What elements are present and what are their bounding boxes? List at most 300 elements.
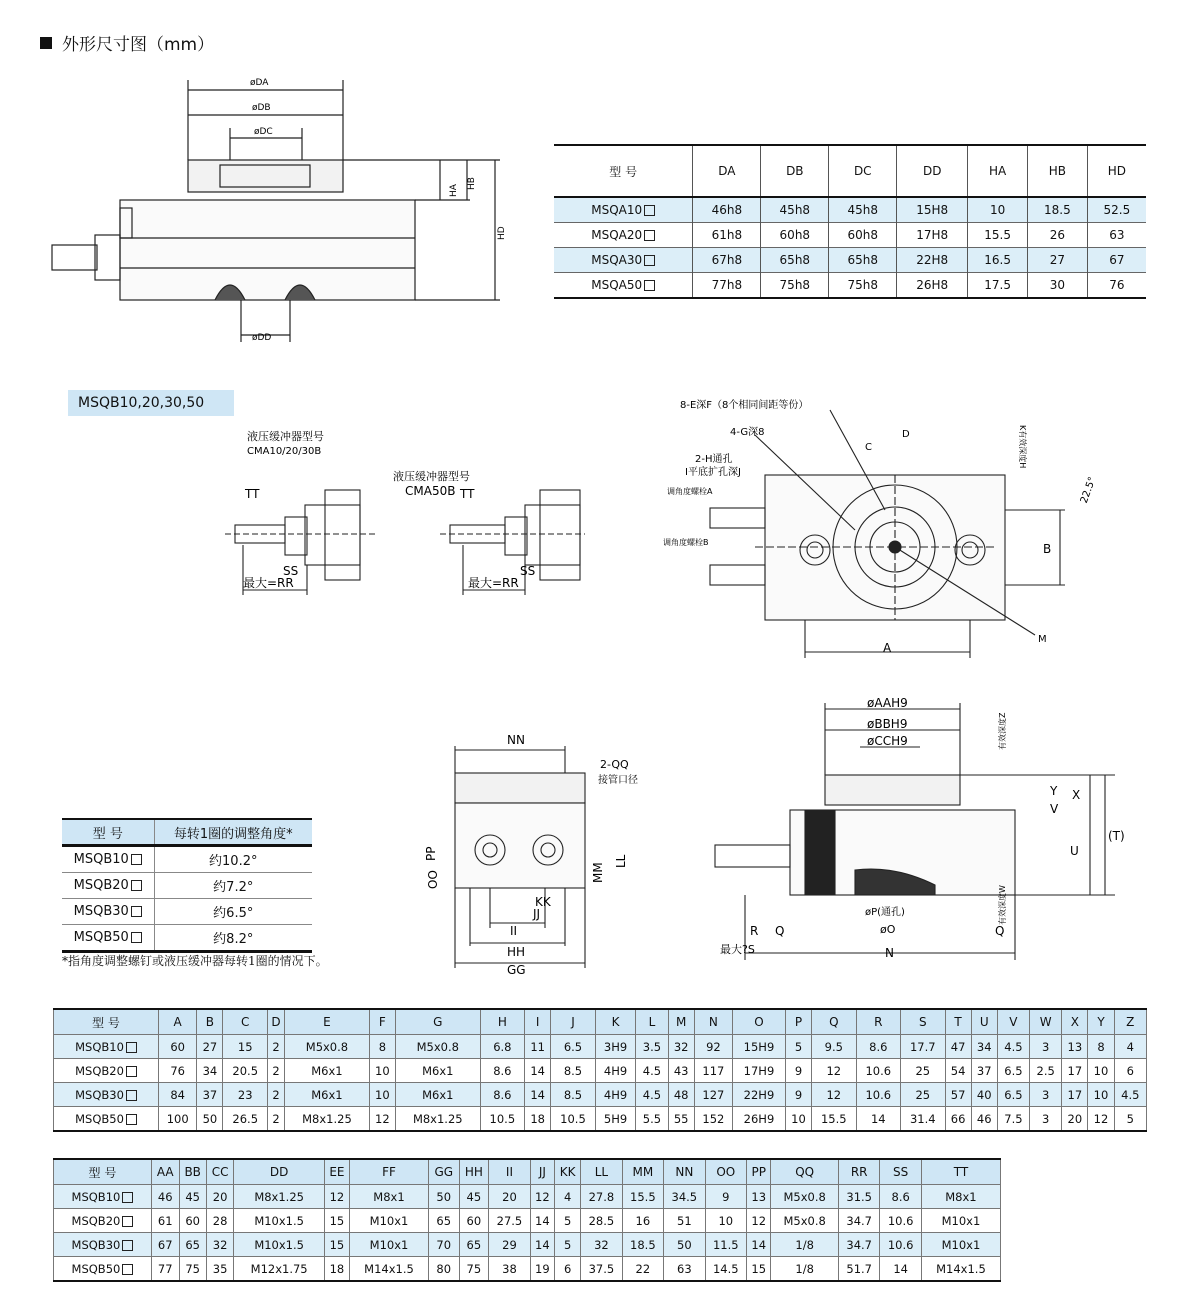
value-cell: 34 — [971, 1035, 997, 1059]
model-cell: MSQB50 — [62, 925, 154, 952]
value-cell: M6x1 — [285, 1083, 370, 1107]
table-row — [62, 846, 312, 873]
value-cell: 8.5 — [551, 1083, 595, 1107]
value-cell: 14.5 — [705, 1257, 746, 1282]
value-cell: 46h8 — [693, 197, 761, 223]
value-cell: 8 — [1088, 1035, 1114, 1059]
c-label: C — [865, 442, 872, 453]
value-cell: 14 — [747, 1233, 771, 1257]
value-cell: 14 — [530, 1233, 554, 1257]
adjust-a-label: 调角度螺栓A — [667, 487, 713, 496]
value-cell: 63 — [664, 1257, 705, 1282]
dim-da: øDA — [250, 78, 269, 88]
value-cell: 4 — [1114, 1035, 1146, 1059]
value-cell: 100 — [158, 1107, 196, 1132]
value-cell: 22H8 — [897, 248, 968, 273]
col-header: 型 号 — [62, 819, 154, 846]
model-cell: MSQA10 — [554, 197, 693, 223]
value-cell: 35 — [206, 1257, 234, 1282]
value-cell: 4.5 — [636, 1059, 668, 1083]
value-cell: 20 — [1062, 1107, 1088, 1132]
col-header: HA — [968, 145, 1028, 197]
value-cell: 15H9 — [733, 1035, 786, 1059]
value-cell: 92 — [694, 1035, 732, 1059]
value-cell: 3H9 — [595, 1035, 636, 1059]
value-cell: 6 — [555, 1257, 581, 1282]
v-label: V — [1050, 802, 1059, 816]
value-cell: 约10.2° — [154, 846, 312, 873]
msqa-front-drawing — [40, 70, 520, 350]
col-header: DB — [761, 145, 829, 197]
dim-hd: HD — [497, 226, 507, 240]
h-label: 2-H通孔 — [695, 454, 733, 465]
value-cell: 10.6 — [856, 1083, 900, 1107]
tt-label-1: TT — [245, 487, 260, 501]
rr-label-1: 最大=RR — [243, 576, 294, 590]
value-cell: M10x1 — [350, 1233, 429, 1257]
value-cell: 117 — [694, 1059, 732, 1083]
value-cell: 55 — [668, 1107, 694, 1132]
angle-label: 22.5° — [1078, 475, 1099, 505]
value-cell: 61 — [151, 1209, 179, 1233]
value-cell: 46 — [971, 1107, 997, 1132]
col-header: O — [733, 1009, 786, 1035]
value-cell: M10x1 — [921, 1209, 1000, 1233]
checkbox-icon — [131, 906, 142, 917]
value-cell: 52.5 — [1087, 197, 1146, 223]
col-header: DD — [897, 145, 968, 197]
col-header: DC — [829, 145, 897, 197]
value-cell: 57 — [945, 1083, 971, 1107]
value-cell: 8.6 — [480, 1083, 524, 1107]
value-cell: 10 — [1088, 1059, 1114, 1083]
value-cell: 15 — [747, 1257, 771, 1282]
value-cell: 65 — [179, 1233, 206, 1257]
value-cell: 37 — [971, 1059, 997, 1083]
col-header: QQ — [771, 1159, 839, 1185]
model-cell: MSQA30 — [554, 248, 693, 273]
value-cell: M5x0.8 — [395, 1035, 480, 1059]
table-row — [62, 925, 312, 952]
value-cell: 14 — [530, 1209, 554, 1233]
value-cell: 17H8 — [897, 223, 968, 248]
table-header-row — [554, 145, 1146, 197]
value-cell: 12 — [812, 1083, 856, 1107]
value-cell: M5x0.8 — [771, 1185, 839, 1209]
value-cell: 65 — [459, 1233, 489, 1257]
value-cell: 16.5 — [968, 248, 1028, 273]
model-cell: MSQB10 — [62, 846, 154, 873]
value-cell: 47 — [945, 1035, 971, 1059]
value-cell: 45 — [459, 1185, 489, 1209]
value-cell: 60 — [179, 1209, 206, 1233]
value-cell: 127 — [694, 1083, 732, 1107]
value-cell: 38 — [489, 1257, 530, 1282]
table-row — [54, 1233, 1001, 1257]
msqa-dimension-table — [554, 144, 1146, 299]
model-cell: MSQB30 — [62, 899, 154, 925]
value-cell: 9 — [785, 1083, 811, 1107]
value-cell: 4 — [555, 1185, 581, 1209]
value-cell: 37 — [197, 1083, 223, 1107]
col-header: I — [525, 1009, 551, 1035]
value-cell: 45h8 — [829, 197, 897, 223]
table-row — [54, 1257, 1001, 1282]
value-cell: 51.7 — [838, 1257, 879, 1282]
value-cell: 30 — [1028, 273, 1088, 299]
value-cell: M8x1 — [350, 1185, 429, 1209]
value-cell: 10.6 — [856, 1059, 900, 1083]
value-cell: M8x1 — [921, 1185, 1000, 1209]
value-cell: 15.5 — [812, 1107, 856, 1132]
r-label: R — [750, 924, 759, 938]
value-cell: 5.5 — [636, 1107, 668, 1132]
value-cell: 2 — [267, 1107, 284, 1132]
value-cell: 34.7 — [838, 1233, 879, 1257]
value-cell: 8.5 — [551, 1059, 595, 1083]
value-cell: 2 — [267, 1059, 284, 1083]
col-header: HB — [1028, 145, 1088, 197]
table-row — [554, 248, 1146, 273]
section-heading — [40, 30, 214, 55]
value-cell: M6x1 — [285, 1059, 370, 1083]
value-cell: 29 — [489, 1233, 530, 1257]
col-header: JJ — [530, 1159, 554, 1185]
k-label: K有效深度H — [1018, 425, 1027, 469]
value-cell: 8.6 — [480, 1059, 524, 1083]
value-cell: 10.6 — [880, 1209, 921, 1233]
msqb-dimension-table-1 — [53, 1008, 1147, 1132]
value-cell: 约6.5° — [154, 899, 312, 925]
value-cell: 8.6 — [856, 1035, 900, 1059]
value-cell: 45 — [179, 1185, 206, 1209]
value-cell: 17 — [1062, 1083, 1088, 1107]
checkbox-icon — [126, 1042, 137, 1053]
u-label: U — [1070, 844, 1079, 858]
value-cell: M5x0.8 — [771, 1209, 839, 1233]
value-cell: 32 — [206, 1233, 234, 1257]
col-header: X — [1062, 1009, 1088, 1035]
value-cell: 34 — [197, 1059, 223, 1083]
value-cell: 15.5 — [622, 1185, 663, 1209]
oo-label: OO — [426, 870, 440, 889]
value-cell: 约7.2° — [154, 873, 312, 899]
value-cell: 18.5 — [622, 1233, 663, 1257]
value-cell: 4H9 — [595, 1059, 636, 1083]
value-cell: 26.5 — [223, 1107, 267, 1132]
d-label: D — [902, 429, 910, 440]
table-row — [54, 1059, 1147, 1083]
value-cell: 60h8 — [829, 223, 897, 248]
table-header-row — [62, 819, 312, 846]
table-row — [62, 899, 312, 925]
col-header: MM — [622, 1159, 663, 1185]
g-label: 4-G深8 — [730, 427, 765, 438]
value-cell: 5H9 — [595, 1107, 636, 1132]
table-row — [554, 273, 1146, 299]
col-header: CC — [206, 1159, 234, 1185]
value-cell: 60h8 — [761, 223, 829, 248]
value-cell: 13 — [1062, 1035, 1088, 1059]
value-cell: 16 — [622, 1209, 663, 1233]
value-cell: 20.5 — [223, 1059, 267, 1083]
value-cell: 45h8 — [761, 197, 829, 223]
col-header: A — [158, 1009, 196, 1035]
value-cell: 70 — [428, 1233, 459, 1257]
value-cell: 10 — [1088, 1083, 1114, 1107]
value-cell: 4.5 — [997, 1035, 1029, 1059]
value-cell: 18.5 — [1028, 197, 1088, 223]
value-cell: 15 — [324, 1209, 349, 1233]
value-cell: 75 — [179, 1257, 206, 1282]
w-label: 有效深度W — [998, 885, 1007, 925]
q-label-right: Q — [995, 924, 1005, 938]
value-cell: 46 — [151, 1185, 179, 1209]
o-label: øO — [880, 923, 896, 936]
checkbox-icon — [131, 854, 142, 865]
model-series-tag: MSQB10,20,30,50 — [68, 390, 234, 416]
n-label: N — [885, 946, 894, 960]
buffer2-title: 液压缓冲器型号 — [393, 470, 470, 483]
value-cell: 12 — [747, 1209, 771, 1233]
col-header: AA — [151, 1159, 179, 1185]
value-cell: 10 — [968, 197, 1028, 223]
value-cell: 7.5 — [997, 1107, 1029, 1132]
model-cell: MSQB30 — [54, 1233, 152, 1257]
value-cell: 60 — [158, 1035, 196, 1059]
value-cell: 15.5 — [968, 223, 1028, 248]
col-header: NN — [664, 1159, 705, 1185]
dim-hb: HB — [467, 177, 477, 190]
value-cell: 6.5 — [997, 1059, 1029, 1083]
value-cell: 5 — [785, 1035, 811, 1059]
value-cell: 31.5 — [838, 1185, 879, 1209]
value-cell: 20 — [206, 1185, 234, 1209]
value-cell: 75h8 — [761, 273, 829, 299]
value-cell: 11 — [525, 1035, 551, 1059]
mm-label: MM — [591, 862, 605, 883]
col-header: Z — [1114, 1009, 1146, 1035]
value-cell: 6.8 — [480, 1035, 524, 1059]
value-cell: 2.5 — [1030, 1059, 1062, 1083]
value-cell: 26H8 — [897, 273, 968, 299]
value-cell: 1/8 — [771, 1257, 839, 1282]
col-header: F — [369, 1009, 395, 1035]
col-header: M — [668, 1009, 694, 1035]
checkbox-icon — [122, 1216, 133, 1227]
model-cell: MSQB10 — [54, 1035, 159, 1059]
col-header: E — [285, 1009, 370, 1035]
checkbox-icon — [644, 255, 655, 266]
value-cell: 84 — [158, 1083, 196, 1107]
buffer1-models: CMA10/20/30B — [247, 446, 322, 457]
buffer2-model: CMA50B — [405, 484, 456, 498]
value-cell: M8x1.25 — [285, 1107, 370, 1132]
checkbox-icon — [122, 1264, 133, 1275]
value-cell: 3 — [1030, 1035, 1062, 1059]
value-cell: M10x1 — [350, 1209, 429, 1233]
checkbox-icon — [644, 230, 655, 241]
checkbox-icon — [126, 1090, 137, 1101]
m-label: M — [1038, 634, 1047, 645]
value-cell: 5 — [555, 1233, 581, 1257]
value-cell: 66 — [945, 1107, 971, 1132]
table-row — [554, 197, 1146, 223]
section-view-drawing — [705, 695, 1150, 960]
value-cell: 34.5 — [664, 1185, 705, 1209]
value-cell: 13 — [747, 1185, 771, 1209]
table-row — [54, 1185, 1001, 1209]
col-header: K — [595, 1009, 636, 1035]
dim-db: øDB — [252, 103, 271, 113]
i-label: I平底扩孔深J — [685, 467, 741, 478]
value-cell: 67h8 — [693, 248, 761, 273]
value-cell: 60 — [459, 1209, 489, 1233]
value-cell: 9.5 — [812, 1035, 856, 1059]
col-header: S — [901, 1009, 945, 1035]
ll-label: LL — [614, 854, 628, 868]
value-cell: 51 — [664, 1209, 705, 1233]
checkbox-icon — [126, 1114, 137, 1125]
value-cell: 3 — [1030, 1107, 1062, 1132]
value-cell: 54 — [945, 1059, 971, 1083]
checkbox-icon — [131, 880, 142, 891]
value-cell: M10x1.5 — [234, 1209, 324, 1233]
value-cell: 34.7 — [838, 1209, 879, 1233]
value-cell: 6.5 — [997, 1083, 1029, 1107]
value-cell: 26 — [1028, 223, 1088, 248]
col-header: Y — [1088, 1009, 1114, 1035]
value-cell: 77h8 — [693, 273, 761, 299]
model-cell: MSQB50 — [54, 1257, 152, 1282]
model-cell: MSQA20 — [554, 223, 693, 248]
gg-label: GG — [507, 963, 526, 977]
value-cell: 80 — [428, 1257, 459, 1282]
value-cell: 14 — [856, 1107, 900, 1132]
col-header: T — [945, 1009, 971, 1035]
value-cell: 75 — [459, 1257, 489, 1282]
col-header: V — [997, 1009, 1029, 1035]
ii-label: II — [510, 924, 518, 938]
b-label: B — [1043, 542, 1052, 556]
model-cell: MSQA50 — [554, 273, 693, 299]
table-row — [54, 1083, 1147, 1107]
value-cell: 27 — [197, 1035, 223, 1059]
value-cell: 65 — [428, 1209, 459, 1233]
y-label: Y — [1050, 784, 1058, 798]
table-row — [554, 223, 1146, 248]
value-cell: 12 — [530, 1185, 554, 1209]
checkbox-icon — [122, 1240, 133, 1251]
nn-label: NN — [507, 733, 525, 747]
col-header: 型 号 — [54, 1009, 159, 1035]
value-cell: 25 — [901, 1059, 945, 1083]
value-cell: 10 — [785, 1107, 811, 1132]
col-header: G — [395, 1009, 480, 1035]
col-header: OO — [705, 1159, 746, 1185]
qq-label: 2-QQ — [600, 758, 629, 771]
dim-dc: øDC — [254, 127, 273, 137]
value-cell: 63 — [1087, 223, 1146, 248]
value-cell: 5 — [555, 1209, 581, 1233]
col-header: H — [480, 1009, 524, 1035]
value-cell: M12x1.75 — [234, 1257, 324, 1282]
value-cell: 14 — [525, 1083, 551, 1107]
value-cell: 1/8 — [771, 1233, 839, 1257]
col-header: 型 号 — [54, 1159, 152, 1185]
tt-label-2: TT — [460, 487, 475, 501]
e-label: 8-E深F（8个相同间距等份） — [680, 400, 809, 411]
value-cell: 4.5 — [1114, 1083, 1146, 1107]
kk-label: KK — [535, 895, 551, 909]
value-cell: 15 — [324, 1233, 349, 1257]
bbh9-label: øBBH9 — [867, 717, 908, 731]
value-cell: 43 — [668, 1059, 694, 1083]
value-cell: 10.5 — [551, 1107, 595, 1132]
value-cell: 31.4 — [901, 1107, 945, 1132]
value-cell: 26H9 — [733, 1107, 786, 1132]
table-header-row — [54, 1009, 1147, 1035]
value-cell: 10 — [369, 1083, 395, 1107]
value-cell: 18 — [324, 1257, 349, 1282]
value-cell: 19 — [530, 1257, 554, 1282]
col-header: GG — [428, 1159, 459, 1185]
value-cell: 10 — [369, 1059, 395, 1083]
col-header: HH — [459, 1159, 489, 1185]
qq2-label: 接管口径 — [598, 775, 638, 786]
value-cell: 12 — [812, 1059, 856, 1083]
col-header: II — [489, 1159, 530, 1185]
dim-ha: HA — [449, 184, 459, 197]
value-cell: 14 — [880, 1257, 921, 1282]
col-header: BB — [179, 1159, 206, 1185]
s-label: 最大?S — [720, 943, 755, 956]
model-cell: MSQB10 — [54, 1185, 152, 1209]
col-header: L — [636, 1009, 668, 1035]
col-header: LL — [581, 1159, 622, 1185]
value-cell: 76 — [1087, 273, 1146, 299]
value-cell: 4H9 — [595, 1083, 636, 1107]
x-label: X — [1072, 788, 1081, 802]
value-cell: 15H8 — [897, 197, 968, 223]
value-cell: 约8.2° — [154, 925, 312, 952]
value-cell: 50 — [428, 1185, 459, 1209]
value-cell: 27 — [1028, 248, 1088, 273]
value-cell: 12 — [1088, 1107, 1114, 1132]
col-header: R — [856, 1009, 900, 1035]
value-cell: 28.5 — [581, 1209, 622, 1233]
value-cell: 37.5 — [581, 1257, 622, 1282]
value-cell: 77 — [151, 1257, 179, 1282]
value-cell: 10.6 — [880, 1233, 921, 1257]
col-header: P — [785, 1009, 811, 1035]
col-header: PP — [747, 1159, 771, 1185]
col-header: EE — [324, 1159, 349, 1185]
value-cell: 40 — [971, 1083, 997, 1107]
checkbox-icon — [126, 1066, 137, 1077]
value-cell: 17.5 — [968, 273, 1028, 299]
value-cell: 6 — [1114, 1059, 1146, 1083]
value-cell: 76 — [158, 1059, 196, 1083]
jj-label: JJ — [533, 907, 541, 921]
heading-square-icon — [40, 37, 52, 49]
value-cell: 23 — [223, 1083, 267, 1107]
value-cell: 14 — [525, 1059, 551, 1083]
value-cell: 12 — [369, 1107, 395, 1132]
model-cell: MSQB20 — [62, 873, 154, 899]
footnote: *指角度调整螺钉或液压缓冲器每转1圈的情况下。 — [62, 954, 328, 968]
value-cell: 67 — [151, 1233, 179, 1257]
